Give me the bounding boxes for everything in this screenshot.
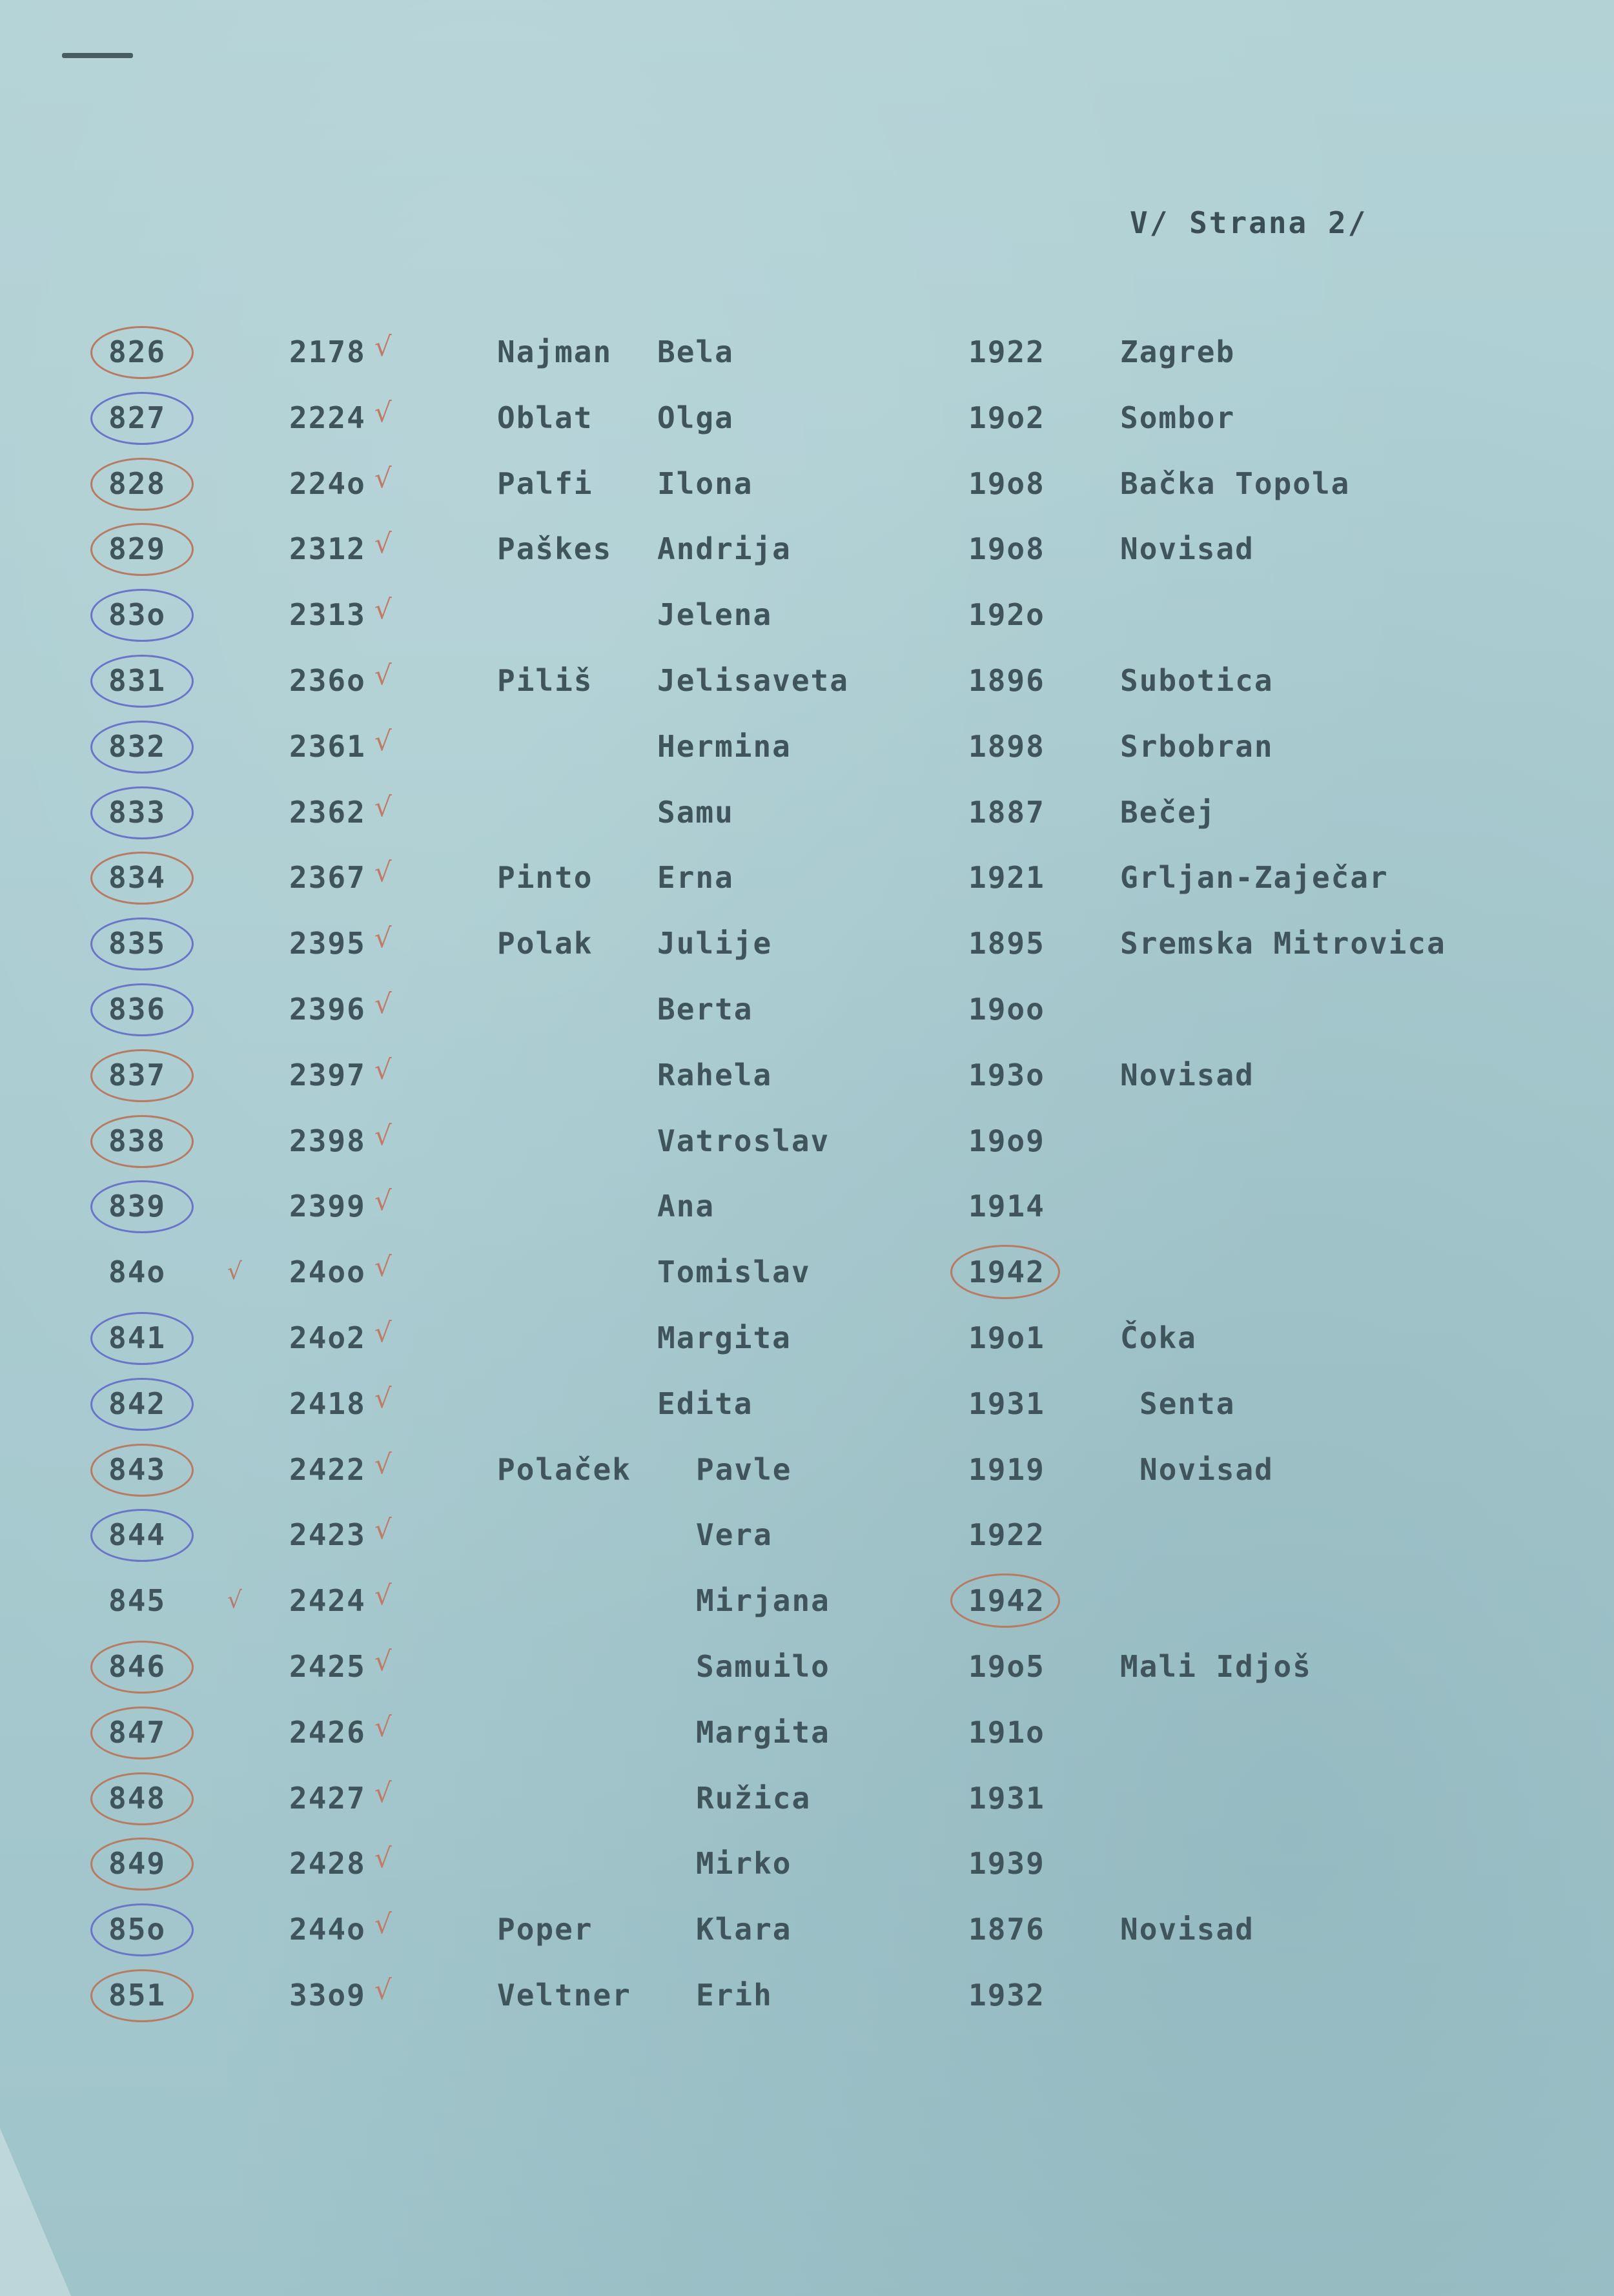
birth-place: Novisad	[1120, 1912, 1254, 1947]
check-mark-icon: √	[374, 1185, 392, 1217]
record-number: 845	[108, 1583, 167, 1619]
record-number: 831	[108, 662, 167, 698]
check-mark-icon: √	[374, 1579, 392, 1612]
birth-year: 1876	[968, 1912, 1045, 1947]
given-name: Jelena	[657, 597, 773, 633]
surname: Polaček	[497, 1451, 631, 1487]
record-number: 84o	[108, 1255, 167, 1290]
check-mark-icon: √	[374, 593, 392, 626]
record-number: 841	[108, 1320, 167, 1355]
birth-place: Senta	[1139, 1386, 1236, 1421]
surname: Oblat	[497, 400, 593, 435]
birth-place: Novisad	[1139, 1451, 1274, 1487]
record-number: 829	[108, 531, 167, 567]
record-number: 826	[108, 334, 167, 369]
birth-place: Grljan-Zaječar	[1120, 860, 1389, 896]
birth-year: 19o9	[968, 1123, 1045, 1158]
surname: Najman	[497, 334, 613, 369]
birth-year: 1898	[968, 728, 1045, 764]
birth-year: 19o2	[968, 400, 1045, 435]
surname: Pinto	[497, 860, 593, 896]
birth-year: 1931	[968, 1386, 1045, 1421]
birth-year: 193o	[968, 1057, 1045, 1092]
record-number: 851	[108, 1977, 167, 2013]
birth-place: Mali Idjoš	[1120, 1648, 1312, 1684]
record-number: 85o	[108, 1912, 167, 1947]
record-row	[0, 1910, 1614, 1976]
surname: Piliš	[497, 662, 593, 698]
given-name: Erna	[657, 860, 734, 896]
record-row	[0, 398, 1614, 464]
check-mark-icon: √	[374, 1710, 392, 1743]
record-row	[0, 1187, 1614, 1253]
record-id: 2422	[289, 1451, 366, 1487]
record-row	[0, 1119, 1614, 1187]
record-number: 848	[108, 1780, 167, 1816]
record-number: 839	[108, 1189, 167, 1224]
given-name: Klara	[696, 1912, 792, 1947]
check-mark-icon: √	[374, 1776, 392, 1809]
check-mark-icon: √	[374, 1382, 392, 1414]
birth-year: 19o5	[968, 1648, 1045, 1684]
birth-year: 191o	[968, 1714, 1045, 1750]
check-mark-icon: √	[374, 856, 392, 888]
record-row	[0, 464, 1614, 530]
record-id: 2396	[289, 991, 366, 1027]
given-name: Bela	[657, 334, 734, 369]
record-id: 24oo	[289, 1255, 366, 1290]
given-name: Olga	[657, 400, 734, 435]
record-number: 832	[108, 728, 167, 764]
given-name: Hermina	[657, 728, 792, 764]
record-row	[0, 1253, 1614, 1318]
surname: Palfi	[497, 466, 593, 501]
birth-year: 1939	[968, 1846, 1045, 1881]
record-id: 2397	[289, 1057, 366, 1092]
record-row	[0, 661, 1614, 727]
birth-year: 1922	[968, 334, 1045, 369]
record-row	[0, 1647, 1614, 1713]
birth-year: 1921	[968, 860, 1045, 896]
birth-year: 1922	[968, 1517, 1045, 1553]
record-id: 2178	[289, 334, 366, 369]
record-id: 2313	[289, 597, 366, 633]
record-row	[0, 987, 1614, 1056]
given-name: Edita	[657, 1386, 753, 1421]
birth-year: 19o1	[968, 1320, 1045, 1355]
record-id: 2312	[289, 531, 366, 567]
birth-year: 1914	[968, 1189, 1045, 1224]
check-mark-icon: √	[374, 790, 392, 823]
record-row	[0, 1776, 1614, 1845]
record-id: 236o	[289, 662, 366, 698]
page-header: V/ Strana 2/	[1130, 205, 1368, 240]
given-name: Erih	[696, 1977, 773, 2013]
check-mark-icon: √	[374, 724, 392, 757]
record-number: 847	[108, 1714, 167, 1750]
record-number: 838	[108, 1123, 167, 1158]
birth-year: 192o	[968, 597, 1045, 633]
record-row	[0, 1581, 1614, 1647]
record-number: 834	[108, 860, 167, 896]
check-mark-icon: √	[374, 396, 392, 428]
record-id: 33o9	[289, 1977, 366, 2013]
check-mark-icon: √	[374, 462, 392, 494]
record-number: 833	[108, 794, 167, 830]
birth-place: Bačka Topola	[1120, 466, 1351, 501]
record-row	[0, 1384, 1614, 1450]
record-row	[0, 1450, 1614, 1516]
record-row	[0, 595, 1614, 661]
surname: Poper	[497, 1912, 593, 1947]
birth-place: Sremska Mitrovica	[1120, 926, 1446, 961]
check-mark-icon: √	[374, 1842, 392, 1874]
record-row	[0, 1973, 1614, 2042]
check-mark-icon: √	[227, 1258, 242, 1286]
given-name: Berta	[657, 991, 753, 1027]
record-number: 827	[108, 400, 167, 435]
given-name: Samuilo	[696, 1648, 830, 1684]
given-name: Samu	[657, 794, 734, 830]
birth-year: 1919	[968, 1451, 1045, 1487]
birth-place: Zagreb	[1120, 334, 1236, 369]
record-row	[0, 1515, 1614, 1581]
record-number: 842	[108, 1386, 167, 1421]
record-row	[0, 1318, 1614, 1384]
record-row	[0, 790, 1614, 859]
record-row	[0, 1710, 1614, 1779]
record-number: 836	[108, 991, 167, 1027]
record-row	[0, 1844, 1614, 1910]
record-row	[0, 529, 1614, 595]
record-id: 2424	[289, 1583, 366, 1619]
given-name: Tomislav	[657, 1255, 811, 1290]
birth-place: Novisad	[1120, 1057, 1254, 1092]
record-number: 837	[108, 1057, 167, 1092]
record-list	[0, 333, 1614, 2042]
birth-year: 1942	[968, 1255, 1045, 1290]
record-row	[0, 724, 1614, 793]
record-id: 2362	[289, 794, 366, 830]
record-id: 2428	[289, 1846, 366, 1881]
given-name: Vera	[696, 1517, 773, 1553]
check-mark-icon: √	[374, 1513, 392, 1546]
birth-place: Novisad	[1120, 531, 1254, 567]
birth-year: 19oo	[968, 991, 1045, 1027]
record-id: 2398	[289, 1123, 366, 1158]
birth-place: Čoka	[1120, 1320, 1197, 1355]
check-mark-icon: √	[374, 1973, 392, 2005]
page-corner-fold	[0, 2128, 71, 2296]
record-id: 2418	[289, 1386, 366, 1421]
record-number: 83o	[108, 597, 167, 633]
birth-place: Sombor	[1120, 400, 1236, 435]
given-name: Ilona	[657, 466, 753, 501]
record-id: 2425	[289, 1648, 366, 1684]
birth-place: Bečej	[1120, 794, 1216, 830]
given-name: Andrija	[657, 531, 792, 567]
surname: Veltner	[497, 1977, 631, 2013]
record-id: 2367	[289, 860, 366, 896]
record-id: 2426	[289, 1714, 366, 1750]
birth-place: Subotica	[1120, 662, 1274, 698]
record-id: 2361	[289, 728, 366, 764]
check-mark-icon: √	[374, 1448, 392, 1480]
check-mark-icon: √	[374, 1908, 392, 1940]
given-name: Ana	[657, 1189, 715, 1224]
given-name: Margita	[696, 1714, 830, 1750]
given-name: Mirko	[696, 1846, 792, 1881]
given-name: Jelisaveta	[657, 662, 849, 698]
record-id: 24o2	[289, 1320, 366, 1355]
record-id: 2423	[289, 1517, 366, 1553]
check-mark-icon: √	[374, 331, 392, 362]
given-name: Julije	[657, 926, 773, 961]
record-number: 849	[108, 1846, 167, 1881]
surname: Paškes	[497, 531, 613, 567]
check-mark-icon: √	[374, 922, 392, 954]
check-mark-icon: √	[374, 1316, 392, 1348]
birth-year: 1896	[968, 662, 1045, 698]
check-mark-icon: √	[374, 1053, 392, 1085]
record-number: 828	[108, 466, 167, 501]
record-row	[0, 1053, 1614, 1122]
birth-year: 1931	[968, 1780, 1045, 1816]
record-row	[0, 858, 1614, 924]
record-id: 244o	[289, 1912, 366, 1947]
birth-year: 19o8	[968, 531, 1045, 567]
record-row	[0, 924, 1614, 990]
given-name: Mirjana	[696, 1583, 830, 1619]
check-mark-icon: √	[374, 1251, 392, 1283]
birth-year: 1895	[968, 926, 1045, 961]
birth-year: 19o8	[968, 466, 1045, 501]
record-id: 2395	[289, 926, 366, 961]
check-mark-icon: √	[374, 659, 392, 691]
record-id: 2427	[289, 1780, 366, 1816]
check-mark-icon: √	[227, 1587, 242, 1614]
birth-year: 1932	[968, 1977, 1045, 2013]
check-mark-icon: √	[374, 528, 392, 560]
check-mark-icon: √	[374, 987, 392, 1020]
record-number: 843	[108, 1451, 167, 1487]
given-name: Margita	[657, 1320, 792, 1355]
birth-place: Srbobran	[1120, 728, 1274, 764]
ink-mark	[62, 53, 133, 58]
birth-year: 1887	[968, 794, 1045, 830]
record-id: 2399	[289, 1189, 366, 1224]
record-number: 844	[108, 1517, 167, 1553]
check-mark-icon: √	[374, 1645, 392, 1677]
given-name: Pavle	[696, 1451, 792, 1487]
record-id: 2224	[289, 400, 366, 435]
record-number: 835	[108, 926, 167, 961]
given-name: Vatroslav	[657, 1123, 830, 1158]
surname: Polak	[497, 926, 593, 961]
given-name: Rahela	[657, 1057, 773, 1092]
birth-year: 1942	[968, 1583, 1045, 1619]
record-row	[0, 333, 1614, 398]
record-number: 846	[108, 1648, 167, 1684]
check-mark-icon: √	[374, 1119, 392, 1151]
record-id: 224o	[289, 466, 366, 501]
given-name: Ružica	[696, 1780, 812, 1816]
